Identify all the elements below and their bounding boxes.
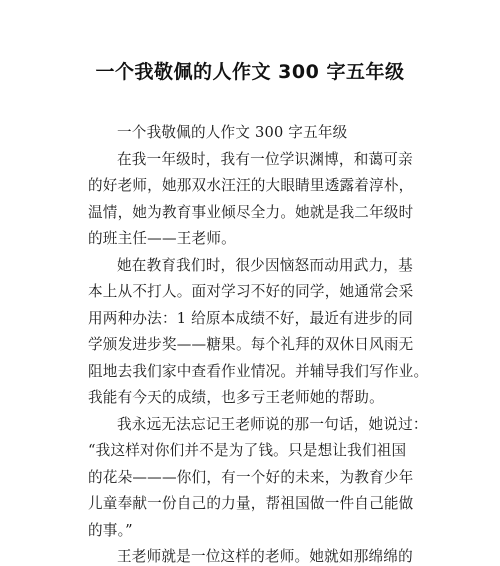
document-title: 一个我敬佩的人作文 300 字五年级 bbox=[95, 61, 405, 83]
text-line: 学颁发进步奖——糖果。每个礼拜的双休日风雨无 bbox=[88, 336, 414, 353]
text-line: 一个我敬佩的人作文 300 字五年级 bbox=[117, 124, 348, 141]
text-line: 的花朵———你们，有一个好的未来，为教育少年 bbox=[88, 468, 414, 486]
text-line: 她在教育我们时，很少因恼怒而动用武力，基 bbox=[117, 256, 413, 274]
text-line: 的班主任——王老师。 bbox=[88, 230, 236, 247]
text-line: 本上从不打人。面对学习不好的同学，她通常会采 bbox=[88, 283, 414, 300]
document-body bbox=[88, 120, 433, 566]
text-line: 儿童奉献一份自己的力量，帮祖国做一件自己能做 bbox=[88, 495, 414, 512]
text-line: 在我一年级时，我有一位学识渊博，和蔼可亲 bbox=[117, 150, 413, 168]
text-line: 的事。” bbox=[88, 521, 133, 539]
text-line: 我能有今天的成绩，也多亏王老师她的帮助。 bbox=[88, 389, 384, 406]
text-line: 温情，她为教育事业倾尽全力。她就是我二年级时 bbox=[88, 203, 414, 221]
text-line: 用两种办法：1 给原本成绩不好，最近有进步的同 bbox=[88, 309, 413, 327]
text-line: 阻地去我们家中查看作业情况。并辅导我们写作业。 bbox=[88, 362, 429, 380]
text-line: “我这样对你们并不是为了钱。只是想让我们祖国 bbox=[88, 442, 407, 459]
text-line: 王老师就是一位这样的老师。她就如那绵绵的 bbox=[117, 548, 413, 565]
text-line: 我永远无法忘记王老师说的那一句话，她说过： bbox=[117, 415, 428, 433]
text-line: 的好老师，她那双水汪汪的大眼睛里透露着淳朴， bbox=[88, 177, 414, 194]
